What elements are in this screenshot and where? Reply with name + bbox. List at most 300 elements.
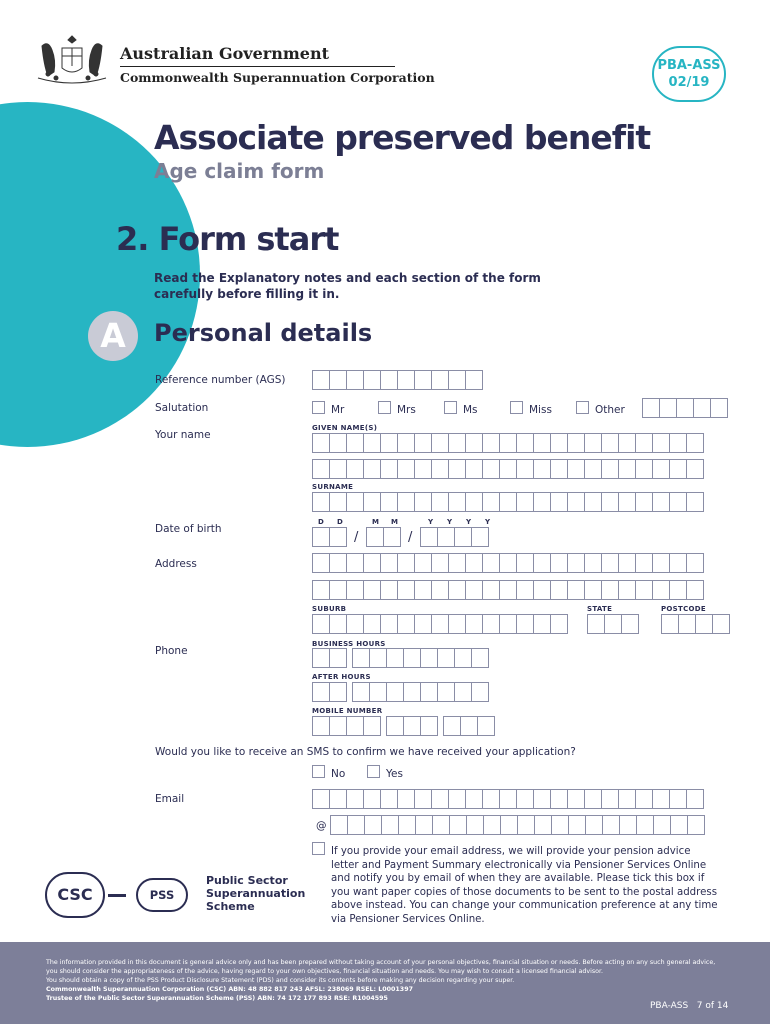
character-box[interactable] [329, 370, 347, 390]
character-box[interactable] [618, 553, 636, 573]
character-box[interactable] [482, 433, 500, 453]
character-box[interactable] [550, 553, 568, 573]
character-box[interactable] [397, 789, 415, 809]
form-version: 02/19 [668, 75, 710, 90]
character-box[interactable] [482, 553, 500, 573]
character-box[interactable] [448, 433, 466, 453]
header-divider [120, 66, 395, 67]
character-box[interactable] [669, 459, 687, 479]
character-box[interactable] [346, 614, 364, 634]
character-box[interactable] [431, 459, 449, 479]
character-box[interactable] [414, 614, 432, 634]
character-box[interactable] [550, 459, 568, 479]
given-names-caption: GIVEN NAME(S) [312, 424, 378, 432]
character-box[interactable] [329, 553, 347, 573]
character-box[interactable] [369, 682, 387, 702]
character-box[interactable] [346, 459, 364, 479]
page-subtitle: Age claim form [154, 159, 325, 183]
character-box[interactable] [499, 614, 517, 634]
character-box[interactable] [363, 553, 381, 573]
character-box[interactable] [414, 789, 432, 809]
character-box[interactable] [585, 815, 603, 835]
form-code-badge [652, 46, 726, 102]
salutation-other-checkbox[interactable] [576, 401, 589, 414]
character-box[interactable] [652, 580, 670, 600]
character-box[interactable] [414, 580, 432, 600]
character-box[interactable] [652, 459, 670, 479]
character-box[interactable] [652, 789, 670, 809]
after-hours-caption: AFTER HOURS [312, 673, 371, 681]
character-box[interactable] [448, 580, 466, 600]
character-box[interactable] [363, 580, 381, 600]
character-box[interactable] [676, 398, 694, 418]
character-box[interactable] [686, 492, 704, 512]
character-box[interactable] [516, 492, 534, 512]
character-box[interactable] [550, 580, 568, 600]
paper-copies-text: If you provide your email address, we will provide your pension advice letter and Payment Summary electronically via Pensioner Services Online and notify you by email of when they are available. Please tick this box if you want paper copies of those documents to be sent to the postal address above instead. You can change your communication preference at any time via Pensioner Services Online. [331, 846, 718, 925]
character-box[interactable] [329, 492, 347, 512]
character-box[interactable] [329, 648, 347, 668]
character-box[interactable] [420, 527, 438, 547]
character-box[interactable] [329, 716, 347, 736]
reference-number-input[interactable] [312, 370, 483, 390]
character-box[interactable] [329, 433, 347, 453]
character-box[interactable] [516, 789, 534, 809]
character-box[interactable] [584, 459, 602, 479]
character-box[interactable] [635, 459, 653, 479]
character-box[interactable] [516, 614, 534, 634]
salutation-other-label: Other [595, 404, 625, 416]
character-box[interactable] [386, 682, 404, 702]
government-name: Australian Government [120, 44, 329, 63]
character-box[interactable] [477, 716, 495, 736]
character-box[interactable] [516, 433, 534, 453]
character-box[interactable] [482, 492, 500, 512]
character-box[interactable] [465, 433, 483, 453]
character-box[interactable] [380, 433, 398, 453]
character-box[interactable] [465, 789, 483, 809]
dob-caption-m2: M [391, 518, 399, 526]
character-box[interactable] [686, 580, 704, 600]
salutation-miss-checkbox[interactable] [510, 401, 523, 414]
character-box[interactable] [380, 789, 398, 809]
character-box[interactable] [380, 580, 398, 600]
character-box[interactable] [621, 614, 639, 634]
character-box[interactable] [710, 398, 728, 418]
character-box[interactable] [618, 459, 636, 479]
email-at-symbol: @ [316, 820, 327, 832]
character-box[interactable] [431, 789, 449, 809]
character-box[interactable] [652, 433, 670, 453]
character-box[interactable] [567, 580, 585, 600]
sms-yes-checkbox[interactable] [367, 765, 380, 778]
sms-no-checkbox[interactable] [312, 765, 325, 778]
mobile-number-input[interactable] [312, 716, 495, 736]
character-box[interactable] [380, 459, 398, 479]
character-box[interactable] [431, 580, 449, 600]
character-box[interactable] [397, 459, 415, 479]
character-box[interactable] [482, 789, 500, 809]
sms-yes-label: Yes [386, 768, 403, 780]
character-box[interactable] [312, 370, 330, 390]
section-title: 2. Form start [116, 220, 339, 258]
character-box[interactable] [712, 614, 730, 634]
character-box[interactable] [618, 492, 636, 512]
address-input-line1[interactable] [312, 553, 704, 573]
character-box[interactable] [431, 614, 449, 634]
character-box[interactable] [448, 492, 466, 512]
corporation-name: Commonwealth Superannuation Corporation [120, 70, 435, 85]
character-box[interactable] [312, 492, 330, 512]
character-box[interactable] [533, 459, 551, 479]
character-box[interactable] [363, 492, 381, 512]
dob-month-input[interactable] [366, 527, 401, 547]
character-box[interactable] [437, 648, 455, 668]
character-box[interactable] [686, 459, 704, 479]
character-box[interactable] [686, 553, 704, 573]
character-box[interactable] [533, 580, 551, 600]
character-box[interactable] [414, 553, 432, 573]
character-box[interactable] [420, 716, 438, 736]
dob-caption-m1: M [372, 518, 380, 526]
character-box[interactable] [448, 789, 466, 809]
character-box[interactable] [312, 682, 330, 702]
character-box[interactable] [584, 789, 602, 809]
dob-caption-d1: D [318, 518, 325, 526]
character-box[interactable] [329, 789, 347, 809]
character-box[interactable] [601, 492, 619, 512]
salutation-mrs-checkbox[interactable] [378, 401, 391, 414]
pss-scheme-name: Public Sector Superannuation Scheme [206, 874, 306, 913]
character-box[interactable] [363, 789, 381, 809]
character-box[interactable] [398, 815, 416, 835]
character-box[interactable] [420, 648, 438, 668]
character-box[interactable] [364, 815, 382, 835]
character-box[interactable] [516, 459, 534, 479]
character-box[interactable] [312, 433, 330, 453]
character-box[interactable] [352, 648, 370, 668]
character-box[interactable] [346, 580, 364, 600]
character-box[interactable] [669, 433, 687, 453]
character-box[interactable] [363, 459, 381, 479]
character-box[interactable] [584, 433, 602, 453]
character-box[interactable] [482, 580, 500, 600]
character-box[interactable] [312, 459, 330, 479]
character-box[interactable] [449, 815, 467, 835]
character-box[interactable] [347, 815, 365, 835]
after-hours-phone-input[interactable] [312, 682, 489, 702]
character-box[interactable] [568, 815, 586, 835]
character-box[interactable] [465, 459, 483, 479]
character-box[interactable] [686, 789, 704, 809]
address-label: Address [155, 558, 197, 570]
character-box[interactable] [471, 682, 489, 702]
character-box[interactable] [533, 789, 551, 809]
character-box[interactable] [465, 553, 483, 573]
character-box[interactable] [460, 716, 478, 736]
character-box[interactable] [312, 716, 330, 736]
salutation-mrs-label: Mrs [397, 404, 416, 416]
salutation-mr-checkbox[interactable] [312, 401, 325, 414]
character-box[interactable] [383, 527, 401, 547]
footer-disclaimer: The information provided in this document is general advice only and has been prepared without taking account of your personal objectives, financial situation or needs. Before acting on any such general advice, you should consider the appropriateness of the advice, having regard to your own objectives, financial situation and needs. You may wish to consult a licensed financial advisor. You should obtain a copy of the PSS Product Disclosure Statement (PDS) and consider its contents before making any decision regarding your super. Commonwealth Superannuation Corporation (CSC) ABN: 48 882 817 243 AFSL: 238069 RSEL: L0001397 Trustee of the Public Sector Superannuation Scheme (PSS) ABN: 74 172 177 893 RSE: R1004595 [46, 959, 716, 1002]
character-box[interactable] [352, 682, 370, 702]
character-box[interactable] [363, 433, 381, 453]
character-box[interactable] [584, 553, 602, 573]
reference-number-label: Reference number (AGS) [155, 374, 286, 386]
character-box[interactable] [635, 433, 653, 453]
salutation-ms-label: Ms [463, 404, 478, 416]
character-box[interactable] [414, 459, 432, 479]
character-box[interactable] [414, 492, 432, 512]
state-caption: STATE [587, 605, 613, 613]
character-box[interactable] [584, 492, 602, 512]
character-box[interactable] [550, 789, 568, 809]
character-box[interactable] [329, 580, 347, 600]
character-box[interactable] [659, 398, 677, 418]
character-box[interactable] [431, 553, 449, 573]
dob-day-input[interactable] [312, 527, 347, 547]
character-box[interactable] [380, 492, 398, 512]
character-box[interactable] [584, 580, 602, 600]
address-input-line2[interactable] [312, 580, 704, 600]
character-box[interactable] [329, 614, 347, 634]
character-box[interactable] [414, 370, 432, 390]
character-box[interactable] [602, 815, 620, 835]
character-box[interactable] [499, 553, 517, 573]
salutation-ms-checkbox[interactable] [444, 401, 457, 414]
character-box[interactable] [533, 433, 551, 453]
character-box[interactable] [653, 815, 671, 835]
character-box[interactable] [635, 580, 653, 600]
character-box[interactable] [499, 459, 517, 479]
character-box[interactable] [482, 614, 500, 634]
character-box[interactable] [386, 716, 404, 736]
character-box[interactable] [499, 433, 517, 453]
character-box[interactable] [482, 459, 500, 479]
character-box[interactable] [635, 553, 653, 573]
character-box[interactable] [471, 648, 489, 668]
character-box[interactable] [397, 370, 415, 390]
character-box[interactable] [499, 580, 517, 600]
character-box[interactable] [329, 459, 347, 479]
character-box[interactable] [415, 815, 433, 835]
character-box[interactable] [533, 492, 551, 512]
salutation-other-input[interactable] [642, 398, 728, 418]
character-box[interactable] [661, 614, 679, 634]
character-box[interactable] [551, 815, 569, 835]
character-box[interactable] [363, 370, 381, 390]
given-names-input-line1[interactable] [312, 433, 704, 453]
character-box[interactable] [465, 580, 483, 600]
character-box[interactable] [363, 716, 381, 736]
sms-question: Would you like to receive an SMS to confirm we have received your application? [155, 746, 576, 758]
character-box[interactable] [443, 716, 461, 736]
character-box[interactable] [619, 815, 637, 835]
character-box[interactable] [380, 614, 398, 634]
character-box[interactable] [669, 553, 687, 573]
mobile-number-caption: MOBILE NUMBER [312, 707, 383, 715]
character-box[interactable] [431, 370, 449, 390]
character-box[interactable] [533, 614, 551, 634]
character-box[interactable] [499, 492, 517, 512]
character-box[interactable] [403, 716, 421, 736]
character-box[interactable] [567, 492, 585, 512]
character-box[interactable] [670, 815, 688, 835]
character-box[interactable] [363, 614, 381, 634]
form-code: PBA-ASS [657, 58, 721, 73]
character-box[interactable] [380, 370, 398, 390]
coat-of-arms-icon [32, 34, 112, 90]
character-box[interactable] [550, 433, 568, 453]
character-box[interactable] [466, 815, 484, 835]
character-box[interactable] [448, 614, 466, 634]
dob-caption-y1: Y [428, 518, 434, 526]
character-box[interactable] [533, 553, 551, 573]
dob-separator: / [408, 530, 413, 545]
character-box[interactable] [312, 648, 330, 668]
character-box[interactable] [312, 580, 330, 600]
character-box[interactable] [431, 433, 449, 453]
character-box[interactable] [516, 580, 534, 600]
character-box[interactable] [431, 492, 449, 512]
sms-no-label: No [331, 768, 346, 780]
character-box[interactable] [386, 648, 404, 668]
character-box[interactable] [329, 527, 347, 547]
character-box[interactable] [693, 398, 711, 418]
character-box[interactable] [601, 459, 619, 479]
character-box[interactable] [346, 789, 364, 809]
state-input[interactable] [587, 614, 639, 634]
character-box[interactable] [403, 682, 421, 702]
character-box[interactable] [678, 614, 696, 634]
suburb-input[interactable] [312, 614, 568, 634]
character-box[interactable] [669, 789, 687, 809]
character-box[interactable] [454, 682, 472, 702]
character-box[interactable] [397, 580, 415, 600]
character-box[interactable] [437, 527, 455, 547]
character-box[interactable] [604, 614, 622, 634]
character-box[interactable] [636, 815, 654, 835]
business-hours-phone-input[interactable] [312, 648, 489, 668]
character-box[interactable] [669, 492, 687, 512]
surname-caption: SURNAME [312, 483, 354, 491]
character-box[interactable] [312, 614, 330, 634]
page-number: PBA-ASS 7 of 14 [650, 1001, 729, 1011]
character-box[interactable] [618, 433, 636, 453]
character-box[interactable] [687, 815, 705, 835]
given-names-input-line2[interactable] [312, 459, 704, 479]
character-box[interactable] [397, 433, 415, 453]
character-box[interactable] [397, 614, 415, 634]
character-box[interactable] [642, 398, 660, 418]
character-box[interactable] [500, 815, 518, 835]
character-box[interactable] [346, 370, 364, 390]
dob-caption-y4: Y [485, 518, 491, 526]
character-box[interactable] [346, 433, 364, 453]
character-box[interactable] [635, 492, 653, 512]
character-box[interactable] [618, 580, 636, 600]
character-box[interactable] [499, 789, 517, 809]
character-box[interactable] [312, 789, 330, 809]
email-input-line1[interactable] [312, 789, 704, 809]
character-box[interactable] [652, 492, 670, 512]
character-box[interactable] [346, 492, 364, 512]
character-box[interactable] [465, 492, 483, 512]
character-box[interactable] [516, 553, 534, 573]
character-box[interactable] [652, 553, 670, 573]
character-box[interactable] [471, 527, 489, 547]
character-box[interactable] [366, 527, 384, 547]
your-name-label: Your name [155, 429, 211, 441]
character-box[interactable] [567, 433, 585, 453]
character-box[interactable] [483, 815, 501, 835]
section-letter-badge: A [88, 311, 138, 361]
postcode-input[interactable] [661, 614, 730, 634]
character-box[interactable] [601, 433, 619, 453]
character-box[interactable] [448, 370, 466, 390]
character-box[interactable] [420, 682, 438, 702]
character-box[interactable] [414, 433, 432, 453]
character-box[interactable] [312, 527, 330, 547]
character-box[interactable] [346, 553, 364, 573]
character-box[interactable] [312, 553, 330, 573]
character-box[interactable] [448, 553, 466, 573]
character-box[interactable] [669, 580, 687, 600]
phone-label: Phone [155, 645, 188, 657]
character-box[interactable] [550, 492, 568, 512]
character-box[interactable] [454, 527, 472, 547]
logo-divider [108, 894, 126, 897]
dob-caption-y2: Y [447, 518, 453, 526]
character-box[interactable] [381, 815, 399, 835]
character-box[interactable] [329, 682, 347, 702]
character-box[interactable] [397, 492, 415, 512]
character-box[interactable] [454, 648, 472, 668]
email-input-line2[interactable] [330, 815, 705, 835]
character-box[interactable] [403, 648, 421, 668]
character-box[interactable] [601, 789, 619, 809]
character-box[interactable] [587, 614, 605, 634]
character-box[interactable] [695, 614, 713, 634]
character-box[interactable] [601, 553, 619, 573]
character-box[interactable] [567, 789, 585, 809]
character-box[interactable] [635, 789, 653, 809]
character-box[interactable] [465, 370, 483, 390]
surname-input[interactable] [312, 492, 704, 512]
paper-copies-checkbox[interactable] [312, 842, 325, 855]
dob-year-input[interactable] [420, 527, 489, 547]
character-box[interactable] [567, 459, 585, 479]
character-box[interactable] [346, 716, 364, 736]
dob-caption-y3: Y [466, 518, 472, 526]
character-box[interactable] [369, 648, 387, 668]
character-box[interactable] [517, 815, 535, 835]
character-box[interactable] [601, 580, 619, 600]
character-box[interactable] [432, 815, 450, 835]
character-box[interactable] [437, 682, 455, 702]
character-box[interactable] [330, 815, 348, 835]
character-box[interactable] [618, 789, 636, 809]
character-box[interactable] [397, 553, 415, 573]
character-box[interactable] [550, 614, 568, 634]
character-box[interactable] [465, 614, 483, 634]
character-box[interactable] [448, 459, 466, 479]
character-box[interactable] [686, 433, 704, 453]
character-box[interactable] [534, 815, 552, 835]
character-box[interactable] [380, 553, 398, 573]
character-box[interactable] [567, 553, 585, 573]
